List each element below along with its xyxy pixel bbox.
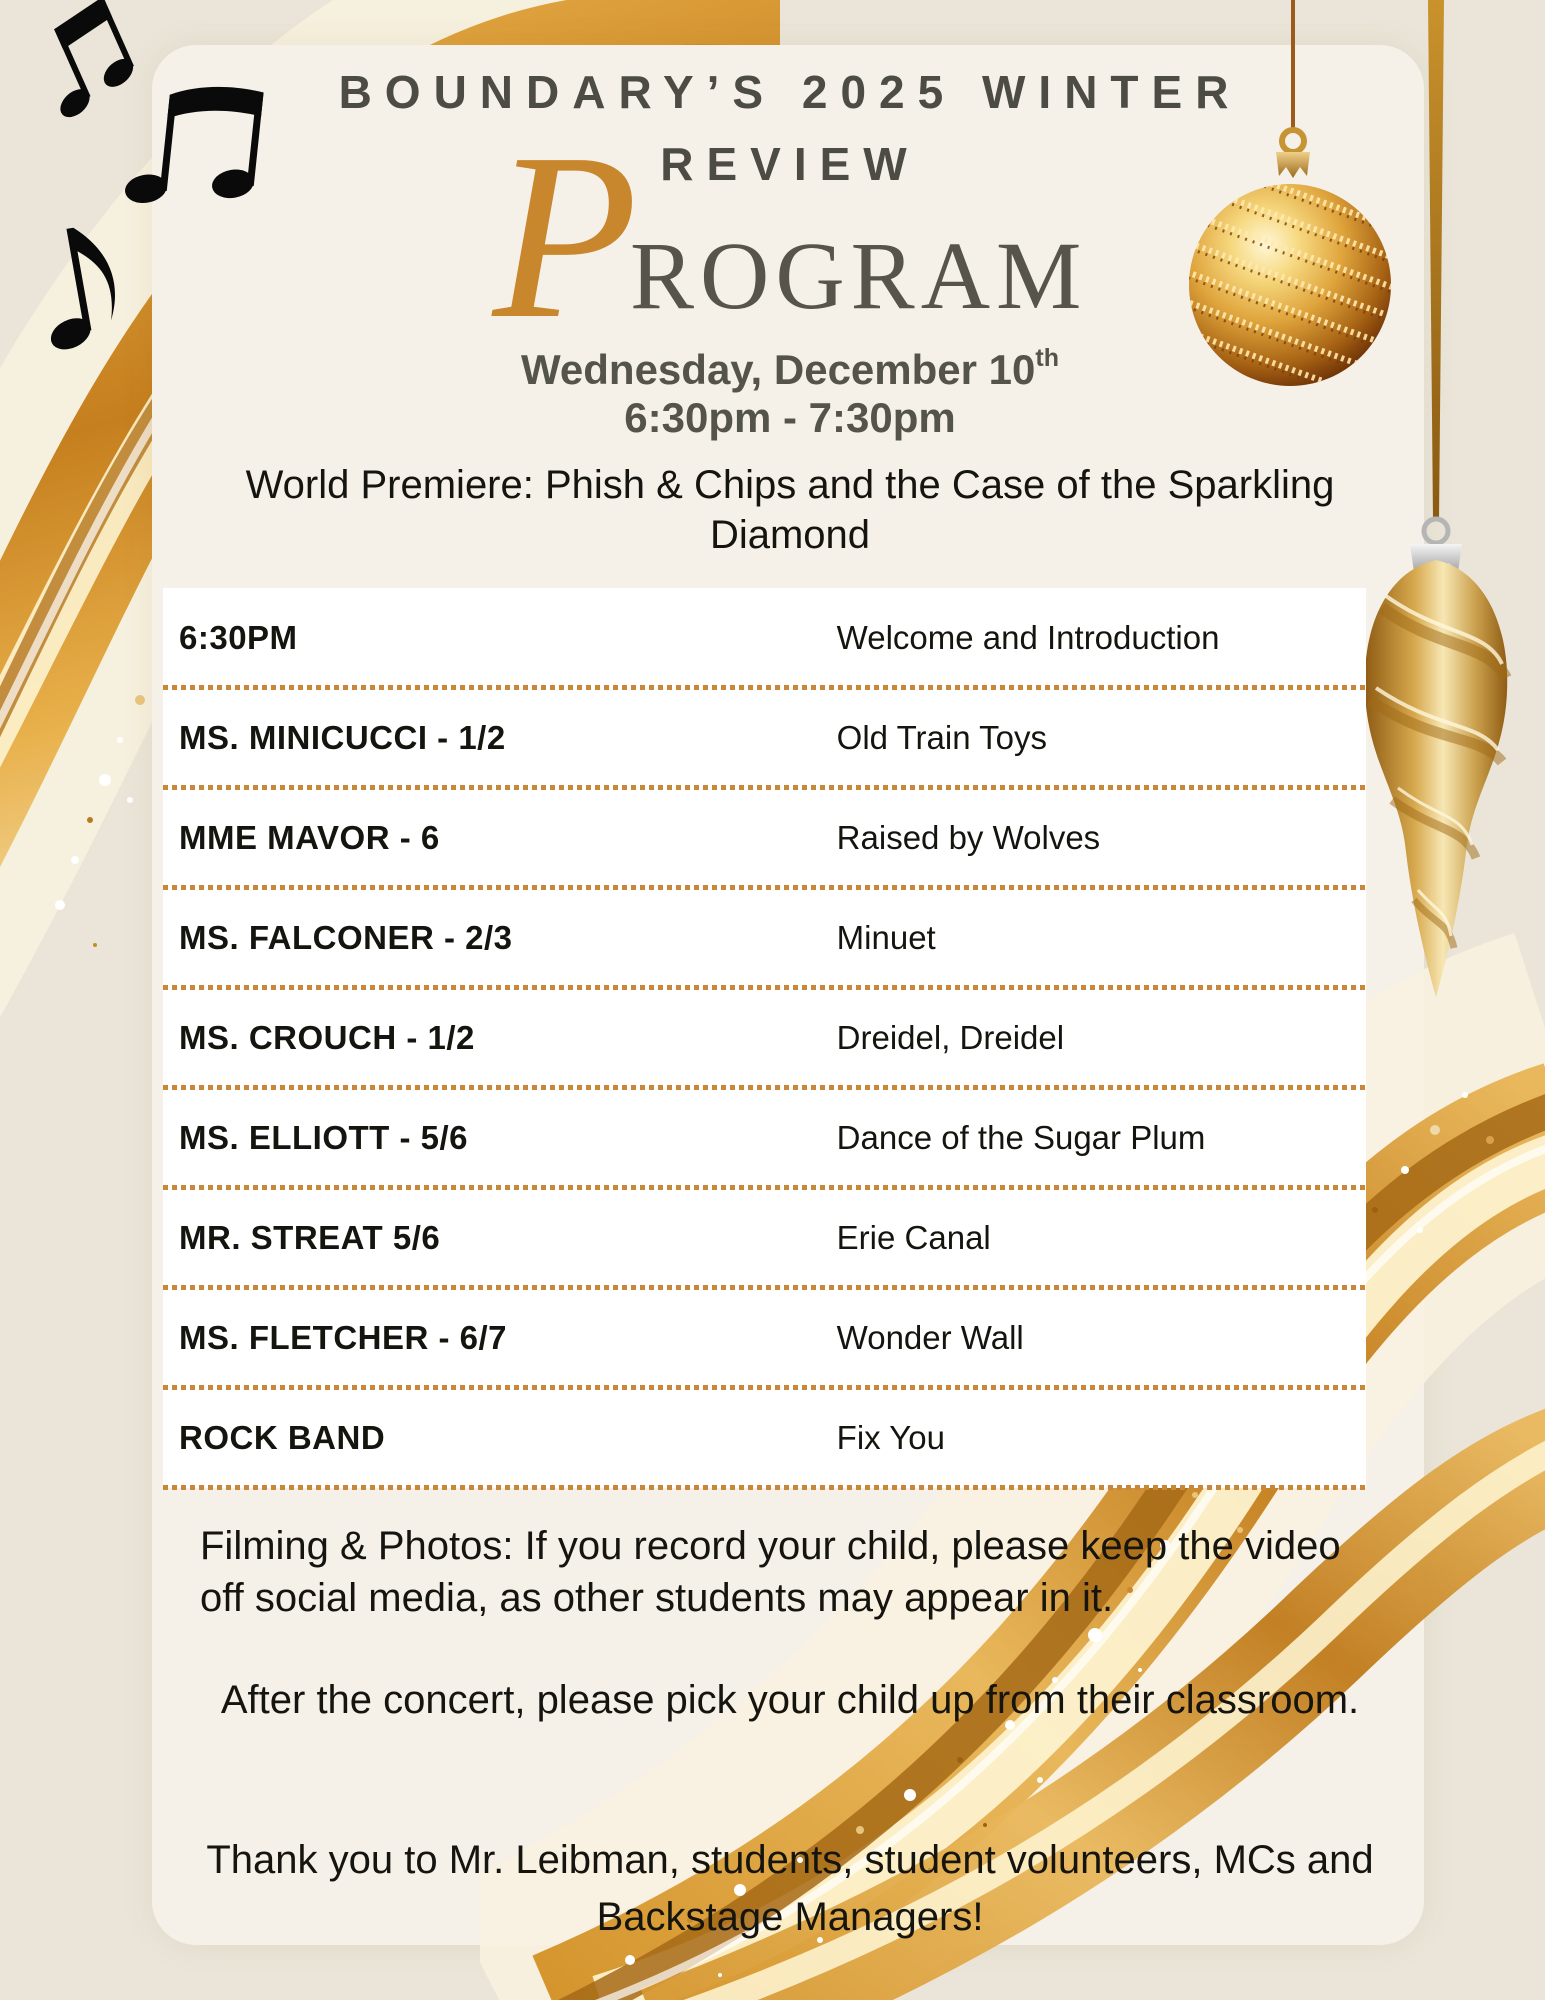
event-date — [155, 336, 1425, 392]
piece-cell: Dreidel, Dreidel — [836, 1019, 1065, 1056]
schedule-row — [163, 588, 1366, 688]
piece-cell: Fix You — [836, 1419, 945, 1456]
piece-cell: Minuet — [836, 919, 936, 956]
schedule-row — [163, 1388, 1366, 1488]
performer-cell: ROCK BAND — [179, 1419, 386, 1456]
schedule-row — [163, 688, 1366, 788]
thanks-note-text: Thank you to Mr. Leibman, students, student volunteers, MCs and Backstage Managers! — [206, 1838, 1374, 1939]
performer-cell: MR. STREAT 5/6 — [179, 1219, 441, 1256]
piece-cell: Raised by Wolves — [836, 819, 1101, 856]
performer-cell: MS. FLETCHER - 6/7 — [179, 1319, 508, 1356]
schedule-row — [163, 1088, 1366, 1188]
filming-note: Filming & Photos: If you record your child, please keep the video off social media, as other students may appear in it. — [200, 1524, 1341, 1620]
performer-cell: MS. ELLIOTT - 5/6 — [179, 1119, 469, 1156]
event-title-text: BOUNDARY’S 2025 WINTER REVIEW — [338, 66, 1242, 190]
piece-cell: Wonder Wall — [836, 1319, 1024, 1356]
piece-cell: Erie Canal — [836, 1219, 991, 1256]
schedule-row — [163, 1188, 1366, 1288]
piece-cell: Old Train Toys — [836, 719, 1047, 756]
program-initial-letter: P — [492, 105, 638, 368]
schedule-table — [163, 588, 1366, 1488]
schedule-row — [163, 988, 1366, 1088]
date-ordinal-suffix: th — [1035, 344, 1059, 372]
event-date-text: Wednesday, December 10 — [521, 346, 1036, 393]
premiere-title — [155, 460, 1425, 560]
performer-cell: MS. CROUCH - 1/2 — [179, 1019, 475, 1056]
thanks-note — [155, 1832, 1425, 1946]
schedule-row — [163, 888, 1366, 988]
schedule-row — [163, 788, 1366, 888]
performer-cell: MS. FALCONER - 2/3 — [179, 919, 513, 956]
piece-cell: Dance of the Sugar Plum — [836, 1119, 1206, 1156]
premiere-title-text: World Premiere: Phish & Chips and the Case of the Sparkling Diamond — [245, 463, 1335, 557]
pickup-note — [155, 1672, 1425, 1728]
piece-cell: Welcome and Introduction — [836, 619, 1220, 656]
event-time: 6:30pm - 7:30pm — [624, 394, 956, 441]
program-word-rest: ROGRAM — [629, 222, 1088, 329]
schedule-row — [163, 1288, 1366, 1388]
pickup-note-text: After the concert, please pick your child up from their classroom. — [220, 1678, 1360, 1722]
performer-cell: MS. MINICUCCI - 1/2 — [179, 719, 506, 756]
performer-cell: MME MAVOR - 6 — [179, 819, 440, 856]
performer-cell: 6:30PM — [179, 619, 298, 656]
